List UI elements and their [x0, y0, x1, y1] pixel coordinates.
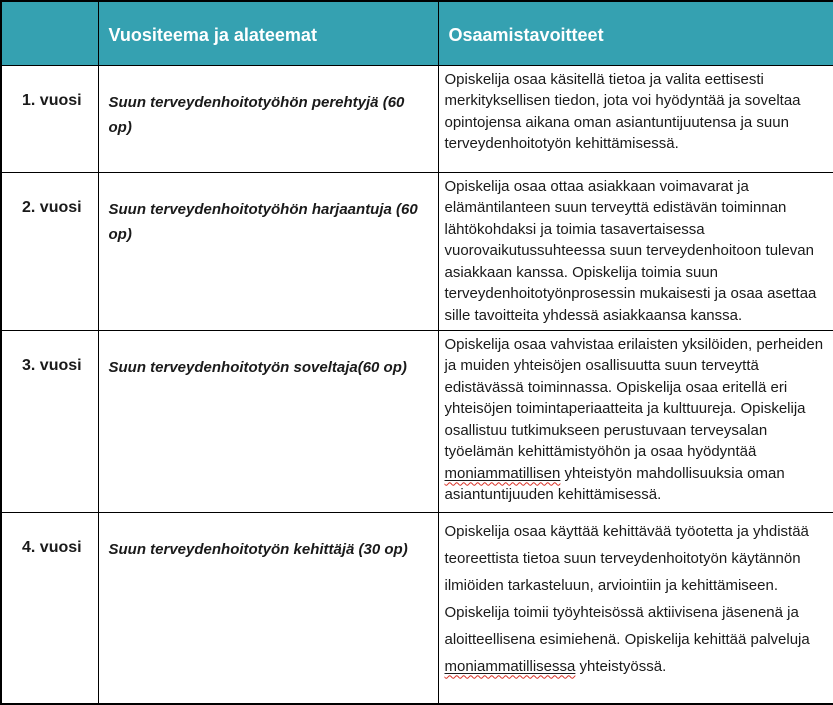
spellcheck-marked-word: moniammatillisen [444, 464, 561, 482]
theme-text: Suun terveydenhoitotyön soveltaja(60 op) [108, 358, 407, 376]
year-cell [1, 172, 98, 330]
objective-text: Opiskelija osaa käsitellä tietoa ja valita eettisesti merkityksellisen tiedon, jota voi hyödyntää ja soveltaa opintojensa aikana oman asiantuntijuutensa ja suun terveydenhoitotyön kehittämisessä. [444, 70, 801, 152]
header-theme-label: Vuositeema ja alateemat [108, 24, 317, 45]
table-row-year-2 [1, 172, 833, 330]
year-cell [1, 65, 98, 172]
objective-segment: yhteistyön mahdollisuuksia oman asiantuntijuuden kehittämisessä. [444, 464, 785, 503]
objective-segment: yhteistyössä. [575, 657, 667, 675]
table-row-year-4 [1, 512, 833, 704]
objective-cell [438, 172, 833, 330]
theme-cell [98, 330, 438, 512]
objective-text [445, 518, 826, 680]
spellcheck-marked-word: moniammatillisessa [444, 657, 576, 675]
year-label: 4. vuosi [22, 538, 82, 556]
year-cell [1, 330, 98, 512]
table-row-year-3 [1, 330, 833, 512]
theme-text: Suun terveydenhoitotyöhön perehtyjä (60 op) [108, 93, 405, 136]
year-label: 3. vuosi [22, 356, 82, 374]
objective-segment: Opiskelija osaa käyttää kehittävää työotetta ja yhdistää teoreettista tietoa suun terveydenhoitotyön käytännön ilmiöiden tarkasteluun, arviointiin ja kehittämiseen. Opiskelija toimii työyhteisössä aktiivisena jäsenenä ja aloitteellisena esimiehenä. Opiskelija kehittää palveluja [444, 522, 810, 648]
header-cell-theme [98, 1, 438, 65]
objective-cell [438, 512, 833, 704]
header-cell-objectives [438, 1, 833, 65]
header-cell-year [1, 1, 98, 65]
objective-text [445, 334, 826, 506]
year-cell [1, 512, 98, 704]
objective-cell [438, 330, 833, 512]
year-label: 2. vuosi [22, 198, 82, 216]
objective-segment: Opiskelija osaa vahvistaa erilaisten yksilöiden, perheiden ja muiden yhteisöjen osallisuutta suun terveyttä edistävässä toiminnassa. Opiskelija osaa eritellä eri yhteisöjen toimintaperiaatteita ja kulttuureja. Opiskelija osallistuu tutkimukseen perustuvaan terveysalan työelämän kehittämistyöhön ja osaa hyödyntää [444, 335, 824, 460]
header-objectives-label: Osaamistavoitteet [448, 24, 604, 45]
theme-text: Suun terveydenhoitotyöhön harjaantuja (60 op) [108, 200, 418, 243]
table-row-year-1 [1, 65, 833, 172]
objective-cell [438, 65, 833, 172]
year-label: 1. vuosi [22, 91, 82, 109]
header-row [1, 1, 833, 65]
theme-text: Suun terveydenhoitotyön kehittäjä (30 op) [108, 540, 408, 558]
theme-cell [98, 65, 438, 172]
theme-cell [98, 512, 438, 704]
objective-text: Opiskelija osaa ottaa asiakkaan voimavarat ja elämäntilanteen suun terveyttä edistävän toiminnan lähtökohdaksi ja toimia tasavertaisessa vuorovaikutussuhteessa suun terveydenhoitoon tulevan asiakkaan kanssa. Opiskelija toimia suun terveydenhoitotyönprosessin mukaisesti ja osaa asettaa sille tavoitteita yhdessä asiakkaansa kanssa. [444, 177, 817, 324]
theme-cell [98, 172, 438, 330]
